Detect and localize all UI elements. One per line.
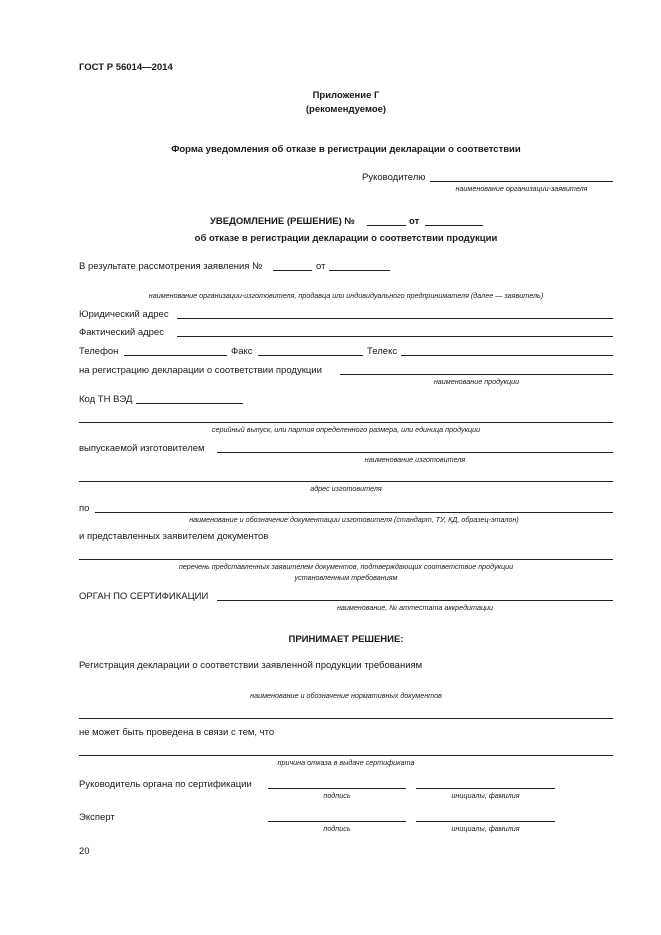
submitted-caption-1: перечень представленных заявителем документов, подтверждающих соответствие продукции	[178, 562, 514, 571]
head-signature-caption: подпись	[323, 791, 351, 800]
norm-line[interactable]	[79, 718, 613, 719]
phone-line[interactable]	[124, 355, 227, 356]
application-date-line[interactable]	[329, 270, 390, 271]
product-caption: наименование продукции	[433, 377, 520, 386]
docs-caption: наименование и обозначение документации изготовителя (стандарт, ТУ, КД, образец-эталон)	[189, 515, 519, 524]
norm-caption: наименование и обозначение нормативных документов	[250, 691, 442, 700]
expert-label: Эксперт	[79, 812, 115, 823]
by-label: по	[79, 503, 90, 514]
decision-text: Регистрация декларации о соответствии заявленной продукции требованиям	[79, 660, 423, 671]
appendix-note: (рекомендуемое)	[305, 104, 387, 115]
maker-address-caption: адрес изготовителя	[310, 484, 382, 493]
batch-line[interactable]	[79, 422, 613, 423]
batch-caption: серийный выпуск, или партия определенного размера, или единица продукции	[211, 425, 481, 434]
head-label: Руководитель органа по сертификации	[79, 779, 252, 790]
expert-signature-caption: подпись	[323, 824, 351, 833]
submitted-docs-line[interactable]	[79, 559, 613, 560]
form-title: Форма уведомления об отказе в регистрации декларации о соответствии	[171, 144, 521, 155]
head-name-caption: инициалы, фамилия	[451, 791, 520, 800]
telex-label: Телекс	[367, 346, 398, 357]
review-from-label: от	[316, 261, 326, 272]
notice-subtitle: об отказе в регистрации декларации о соответствии продукции	[194, 233, 498, 244]
maker-line[interactable]	[217, 452, 613, 453]
legal-address-label: Юридический адрес	[79, 309, 169, 320]
appendix-title: Приложение Г	[312, 90, 380, 101]
page-number: 20	[79, 846, 90, 857]
expert-name-caption: инициалы, фамилия	[451, 824, 520, 833]
docs-line[interactable]	[95, 512, 613, 513]
actual-address-line[interactable]	[177, 336, 613, 337]
submitted-docs-label: и представленных заявителем документов	[79, 531, 269, 542]
reason-caption: причина отказа в выдаче сертификата	[277, 758, 415, 767]
reason-line[interactable]	[79, 755, 613, 756]
recipient-line[interactable]	[430, 181, 613, 182]
recipient-caption: наименование организации-заявителя	[455, 184, 588, 193]
manufacturer-caption: наименование организации-изготовителя, продавца или индивидуального предпринимателя (далее — заявитель)	[148, 291, 544, 300]
produced-by-label: выпускаемой изготовителем	[79, 443, 205, 454]
cannot-text: не может быть проведена в связи с тем, что	[79, 727, 275, 738]
maker-caption: наименование изготовителя	[364, 455, 466, 464]
actual-address-label: Фактический адрес	[79, 327, 164, 338]
expert-name-line[interactable]	[416, 821, 555, 822]
review-text: В результате рассмотрения заявления №	[79, 261, 263, 272]
legal-address-line[interactable]	[177, 318, 613, 319]
submitted-caption-2: установленным требованиям	[294, 573, 398, 582]
expert-signature-line[interactable]	[268, 821, 406, 822]
head-signature-line[interactable]	[268, 788, 406, 789]
phone-label: Телефон	[79, 346, 119, 357]
fax-line[interactable]	[258, 355, 363, 356]
cert-body-label: ОРГАН ПО СЕРТИФИКАЦИИ	[79, 591, 209, 602]
declaration-label: на регистрацию декларации о соответствии продукции	[79, 365, 322, 376]
maker-address-line[interactable]	[79, 481, 613, 482]
tn-ved-label: Код ТН ВЭД	[79, 394, 133, 405]
recipient-label: Руководителю	[362, 172, 426, 183]
notice-title: УВЕДОМЛЕНИЕ (РЕШЕНИЕ) №	[210, 216, 355, 227]
tn-ved-line[interactable]	[136, 403, 243, 404]
telex-line[interactable]	[401, 355, 613, 356]
product-line[interactable]	[340, 374, 613, 375]
notice-number-line[interactable]	[367, 225, 406, 226]
application-number-line[interactable]	[273, 270, 312, 271]
document-code: ГОСТ Р 56014—2014	[79, 62, 173, 73]
head-name-line[interactable]	[416, 788, 555, 789]
fax-label: Факс	[231, 346, 253, 357]
cert-body-caption: наименование, № аттестата аккредитации	[336, 603, 494, 612]
decision-heading: ПРИНИМАЕТ РЕШЕНИЕ:	[288, 634, 404, 645]
notice-from-label: от	[409, 216, 420, 227]
cert-body-line[interactable]	[217, 600, 613, 601]
notice-date-line[interactable]	[425, 225, 483, 226]
